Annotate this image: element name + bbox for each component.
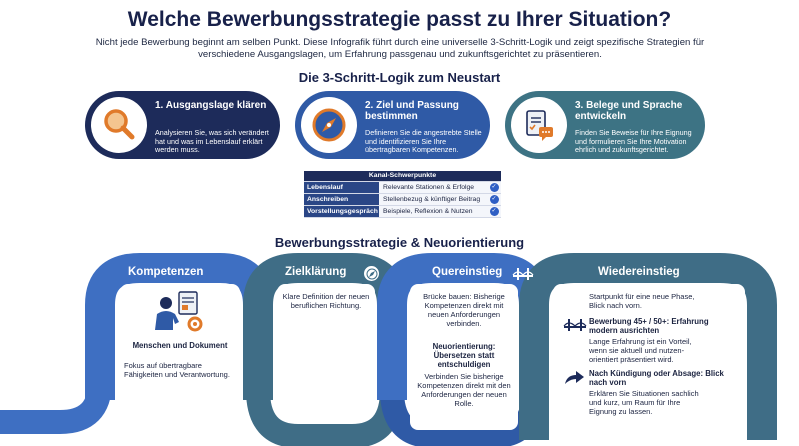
table-row	[304, 193, 501, 205]
stage-label-quereinstieg: Quereinstieg	[432, 266, 503, 278]
step-3-icon-circle	[511, 97, 567, 153]
step-1-text: Analysieren Sie, was sich verändert hat und was im Lebenslauf erklärt werden muss.	[155, 128, 269, 155]
logic-heading: Die 3-Schritt-Logik zum Neustart	[298, 70, 501, 85]
stage-label-kompetenzen: Kompetenzen	[128, 266, 204, 278]
document-chat-icon	[519, 105, 559, 145]
card-kompetenzen	[120, 284, 240, 430]
compass-icon	[309, 105, 349, 145]
bridge-icon	[563, 318, 587, 332]
stage-label-zielklaerung: Zielklärung	[285, 266, 347, 278]
table-row	[304, 181, 501, 193]
step-1-title: 1. Ausgangslage klären	[155, 100, 267, 111]
bridge-icon	[512, 267, 534, 281]
focus-cell: Relevante Stationen & Erfolge	[379, 181, 487, 193]
channel-cell: Vorstellungsgespräch	[304, 205, 379, 217]
zielklaerung-text: Klare Definition der neuen beruflichen Richtung.	[282, 292, 370, 310]
step-1-pill	[85, 91, 280, 159]
wiedereinstieg-intro: Startpunkt für eine neue Phase, Blick nach vorn.	[589, 292, 695, 310]
step-2-title: 2. Ziel und Passung bestimmen	[365, 100, 459, 122]
step-3-text: Finden Sie Beweise für Ihre Eignung und formulieren Sie Ihre Motivation ehrlich und zukunftsgerichtet.	[575, 128, 692, 155]
card-zielklaerung	[277, 284, 375, 414]
stage-label-wiedereinstieg: Wiedereinstieg	[598, 266, 680, 278]
check-icon: ✓	[491, 207, 497, 214]
wiedereinstieg-item1-text: Lange Erfahrung ist ein Vorteil, wenn sie aktuell und nutzen-orientiert präsentiert wird.	[589, 337, 692, 364]
wiedereinstieg-item2-text: Erklären Sie Situationen sachlich und kurz, um Raum für Ihre Eignung zu lassen.	[589, 389, 699, 416]
channel-cell: Anschreiben	[304, 193, 379, 205]
quereinstieg-bold: Neuorientierung: Übersetzen statt entschuldigen	[432, 342, 496, 370]
channel-cell: Lebenslauf	[304, 181, 379, 193]
arrow-forward-icon	[563, 370, 585, 386]
wiedereinstieg-item2-bold: Nach Kündigung oder Absage: Blick nach vorn	[589, 369, 724, 388]
quereinstieg-text: Brücke bauen: Bisherige Kompetenzen direkt mit neuen Anforderungen verbinden.	[423, 292, 505, 328]
focus-cell: Stellenbezug & künftiger Beitrag	[379, 193, 487, 205]
table-row	[304, 205, 501, 217]
wiedereinstieg-item1-bold: Bewerbung 45+ / 50+: Erfahrung modern ausrichten	[589, 317, 709, 336]
compass-icon	[364, 266, 379, 281]
check-icon: ✓	[491, 183, 497, 190]
check-icon: ✓	[491, 195, 497, 202]
channel-table	[304, 171, 501, 218]
step-2-icon-circle	[301, 97, 357, 153]
page-title: Welche Bewerbungsstrategie passt zu Ihrer Situation?	[127, 8, 672, 31]
kompetenzen-text: Fokus auf übertragbare Fähigkeiten und Verantwortung.	[124, 361, 230, 379]
card-quereinstieg	[410, 284, 518, 430]
channel-table-header: Kanal-Schwerpunkte	[304, 171, 501, 181]
person-document-icon	[153, 290, 209, 336]
channel-table-header-row	[304, 171, 501, 181]
card-wiedereinstieg	[553, 284, 745, 434]
step-2-text: Definieren Sie die angestrebte Stelle und identifizieren Sie Ihre übertragbaren Kompetenzen.	[365, 128, 482, 155]
step-1-icon-circle	[91, 97, 147, 153]
page-subtitle: Nicht jede Bewerbung beginnt am selben Punkt. Diese Infografik führt durch eine universelle 3-Schritt-Logik und zeigt spezifische Strategien für verschiedene Ausgangslagen, um Erfahrung passgenau und zukunftsgerichtet zu präsentieren.	[95, 37, 705, 60]
step-2-pill	[295, 91, 490, 159]
quereinstieg-text-2: Verbinden Sie bisherige Kompetenzen direkt mit den Anforderungen der neuen Rolle.	[417, 372, 511, 408]
step-3-pill	[505, 91, 705, 159]
step-3-title: 3. Belege und Sprache entwickeln	[575, 100, 683, 122]
focus-cell: Beispiele, Reflexion & Nutzen	[379, 205, 487, 217]
strategy-heading: Bewerbungsstrategie & Neuorientierung	[274, 235, 525, 250]
magnifier-icon	[99, 105, 139, 145]
kompetenzen-bold: Menschen und Dokument	[132, 341, 228, 350]
